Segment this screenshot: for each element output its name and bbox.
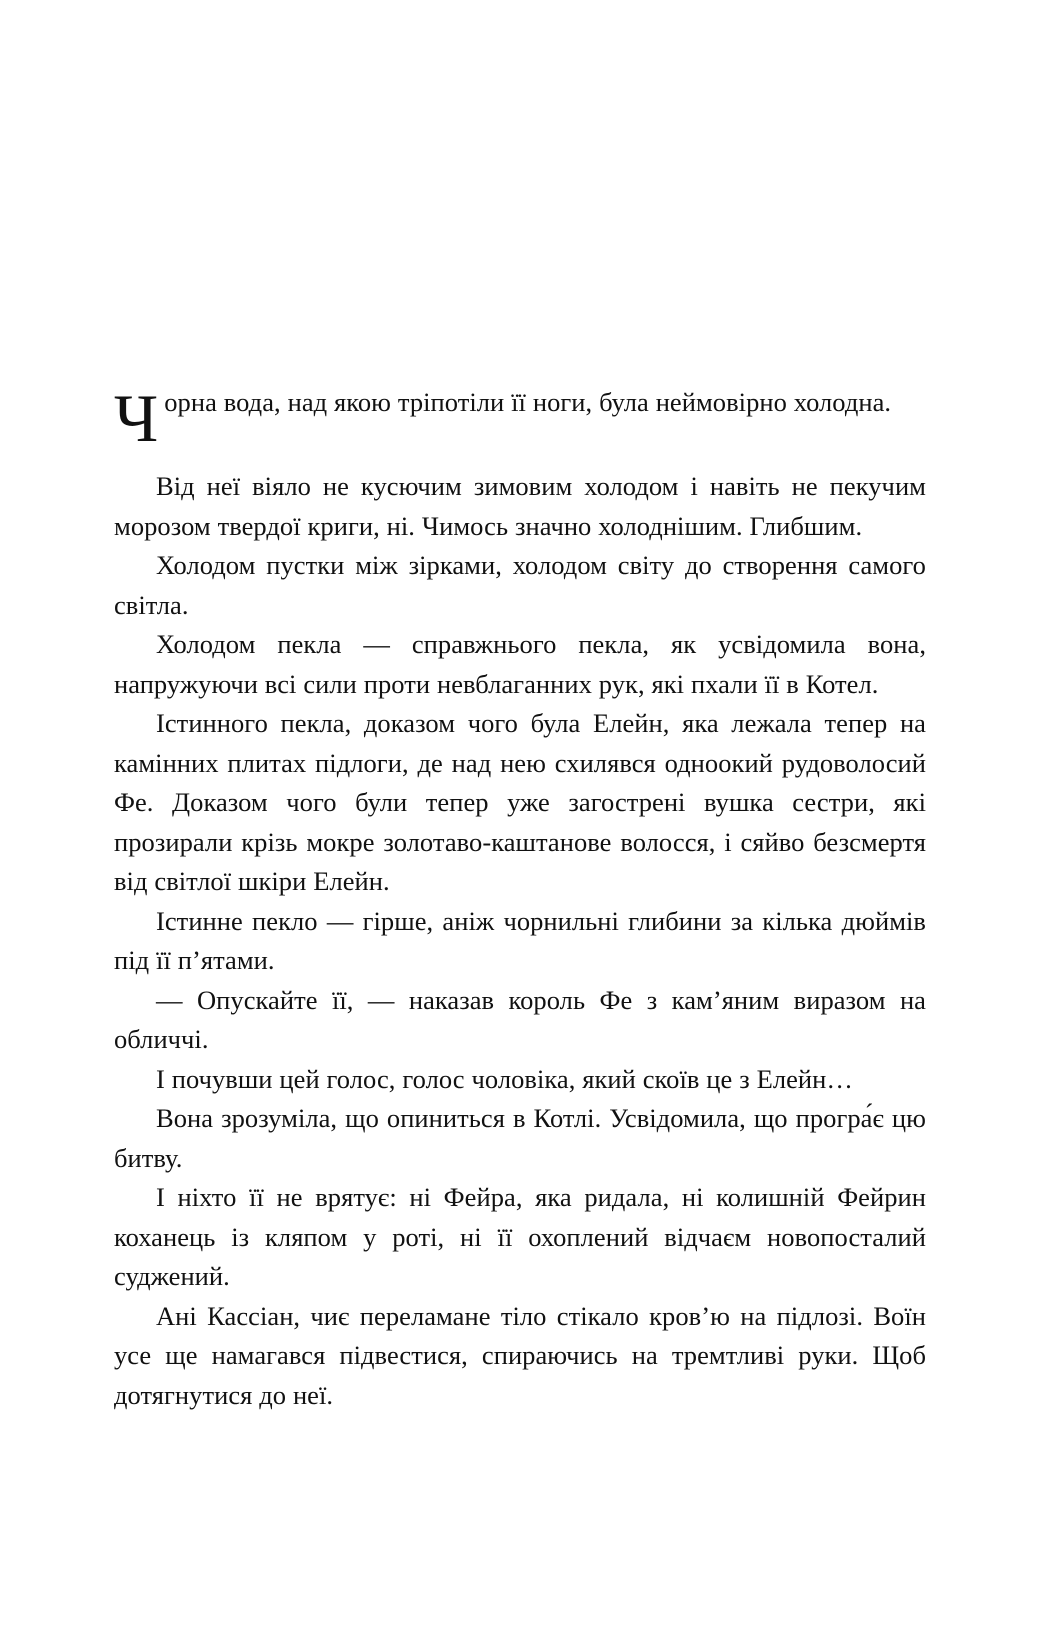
- paragraph-9: Вона зрозуміла, що опиниться в Котлі. Усвідомила, що програ́є цю битву.: [114, 1103, 926, 1173]
- paragraph-10: І ніхто її не врятує: ні Фейра, яка ридала, ні колишній Фейрин коханець із кляпом у роті, ні її охоплений відчаєм новопосталий суджений.: [114, 1182, 926, 1291]
- paragraph-1: [114, 380, 926, 467]
- paragraph-8: І почувши цей голос, голос чоловіка, який скоїв це з Елейн…: [156, 1063, 853, 1094]
- paragraph-3: Холодом пустки між зірками, холодом світу до створення самого світла.: [114, 550, 926, 620]
- paragraph-5: Істинного пекла, доказом чого була Елейн, яка лежала тепер на камінних плитах підлоги, де над нею схилявся одноокий рудоволосий Фе. Доказом чого були тепер уже загострені вушка сестри, які прозирали крізь мокре золотаво-каштанове волосся, і сяйво безсмертя від світлої шкіри Елейн.: [114, 708, 926, 896]
- paragraph-4: Холодом пекла — справжнього пекла, як усвідомила вона, напружуючи всі сили проти невблаганних рук, які пхали її в Котел.: [114, 629, 926, 699]
- page-text-block: [114, 380, 926, 1415]
- drop-cap-letter: Ч: [114, 380, 159, 456]
- paragraph-2: Від неї віяло не кусючим зимовим холодом і навіть не пекучим морозом твердої криги, ні. Чимось значно холоднішим. Глибшим.: [114, 471, 926, 541]
- paragraph-1-text: орна вода, над якою тріпотіли її ноги, була неймовірно холодна.: [164, 387, 892, 417]
- paragraph-11: Ані Кассіан, чиє переламане тіло стікало кров’ю на підлозі. Воїн усе ще намагався підвестися, спираючись на тремтливі руки. Щоб дотягнутися до неї.: [114, 1300, 926, 1410]
- paragraph-6: Істинне пекло — гірше, аніж чорнильні глибини за кілька дюймів під її п’ятами.: [114, 905, 926, 975]
- paragraph-7: — Опускайте її, — наказав король Фе з кам’яним виразом на обличчі.: [114, 984, 926, 1054]
